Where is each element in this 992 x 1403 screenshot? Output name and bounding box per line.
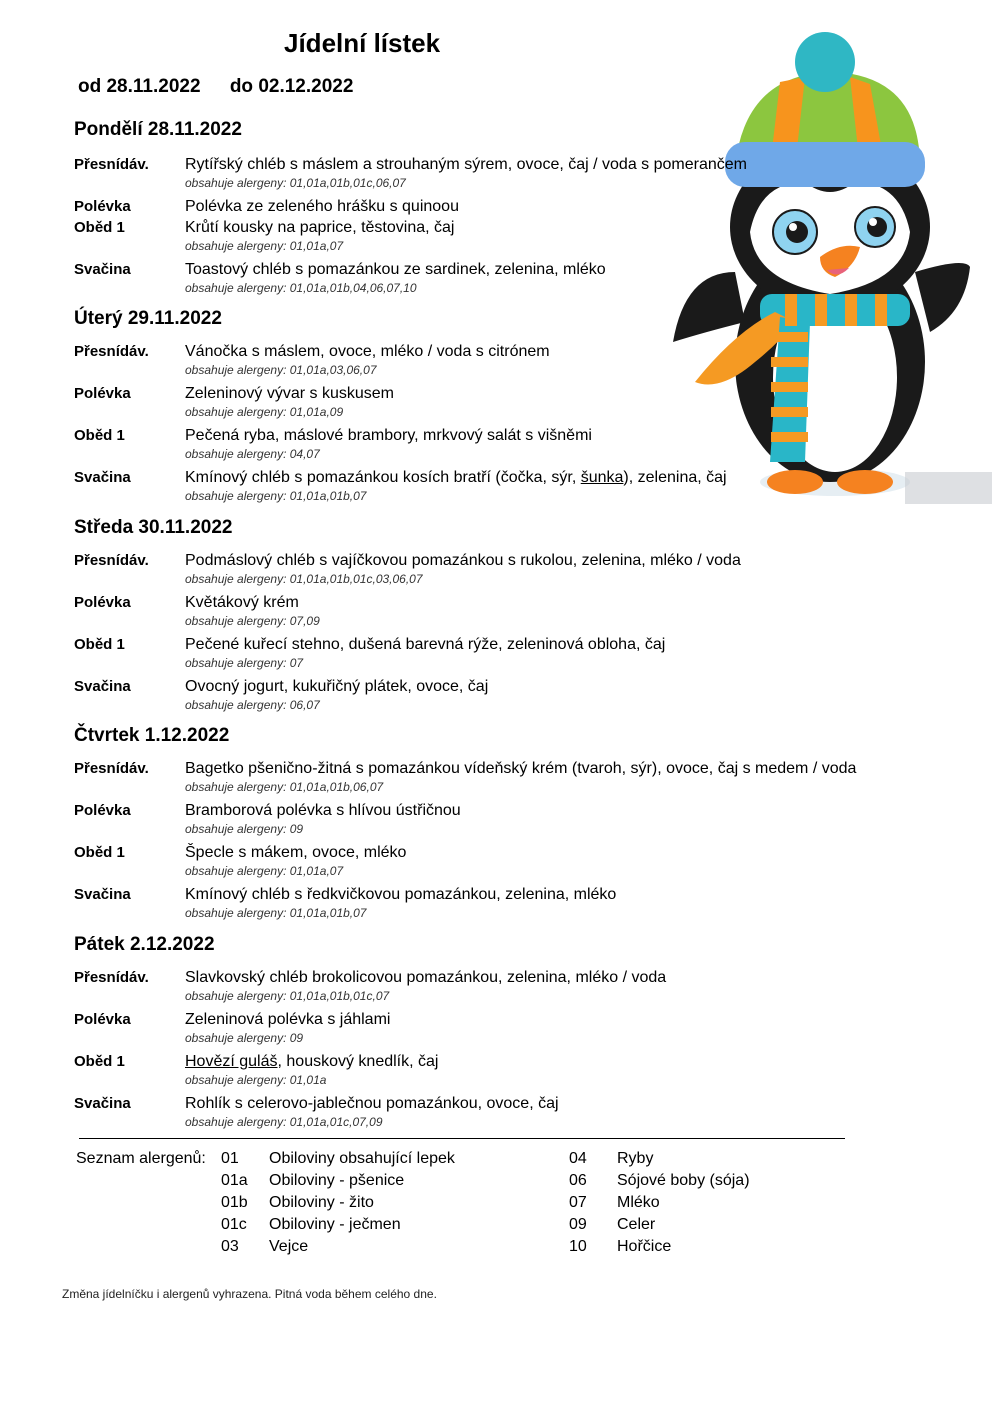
- meal-row: [74, 678, 934, 720]
- meal-food: Pečené kuřecí stehno, dušená barevná rýže, zeleninová obloha, čaj: [185, 636, 666, 653]
- meal-allergens: obsahuje alergeny: 01,01a,01b,06,07: [185, 780, 384, 794]
- allergen-name: Ryby: [617, 1150, 654, 1167]
- meal-row: [74, 469, 934, 511]
- allergen-code: 03: [221, 1238, 239, 1255]
- meal-food: [185, 1053, 438, 1071]
- meal-label: Svačina: [74, 469, 131, 486]
- meal-label: Oběd 1: [74, 1053, 125, 1070]
- meal-label: Oběd 1: [74, 844, 125, 861]
- allergen-name: Obiloviny - ječmen: [269, 1216, 401, 1233]
- footer-note: Změna jídelníčku i alergenů vyhrazena. Pitná voda během celého dne.: [62, 1287, 437, 1301]
- meal-label: Svačina: [74, 678, 131, 695]
- allergen-code: 01: [221, 1150, 239, 1167]
- meal-food: Rohlík s celerovo-jablečnou pomazánkou, ovoce, čaj: [185, 1095, 559, 1112]
- meal-food: Slavkovský chléb brokolicovou pomazánkou, zelenina, mléko / voda: [185, 969, 667, 986]
- meal-allergens: obsahuje alergeny: 07,09: [185, 614, 320, 628]
- meal-label: Svačina: [74, 1095, 131, 1112]
- meal-row: [74, 1095, 934, 1137]
- meal-label: Přesnídáv.: [74, 343, 149, 360]
- date-range: [78, 76, 353, 98]
- meal-food-part: , houskový knedlík, čaj: [277, 1053, 439, 1070]
- meal-label: Polévka: [74, 1011, 131, 1028]
- meal-row: [74, 156, 934, 198]
- day-section: [74, 931, 934, 1137]
- meal-allergens: obsahuje alergeny: 07: [185, 656, 304, 670]
- meal-row: [74, 1011, 934, 1053]
- meal-row: [74, 552, 934, 594]
- meal-row: [74, 427, 934, 469]
- meal-label: Polévka: [74, 198, 131, 215]
- meal-food: Zeleninová polévka s jáhlami: [185, 1011, 391, 1028]
- meal-label: Polévka: [74, 385, 131, 402]
- meal-food: Rytířský chléb s máslem a strouhaným sýrem, ovoce, čaj / voda s pomerančem: [185, 156, 747, 173]
- meal-allergens: obsahuje alergeny: 01,01a,07: [185, 239, 344, 253]
- meal-allergens: obsahuje alergeny: 04,07: [185, 447, 320, 461]
- meal-food: Toastový chléb s pomazánkou ze sardinek, zelenina, mléko: [185, 261, 606, 278]
- meal-label: Oběd 1: [74, 427, 125, 444]
- meal-food: Bramborová polévka s hlívou ústřičnou: [185, 802, 461, 819]
- day-heading: Pátek 2.12.2022: [74, 934, 215, 955]
- meal-label: Oběd 1: [74, 219, 125, 236]
- meal-food: Podmáslový chléb s vajíčkovou pomazánkou s rukolou, zelenina, mléko / voda: [185, 552, 741, 569]
- allergen-code: 10: [569, 1238, 587, 1255]
- day-heading: Úterý 29.11.2022: [74, 308, 222, 329]
- meal-allergens: obsahuje alergeny: 09: [185, 1031, 304, 1045]
- meal-row: [74, 343, 934, 385]
- meal-food: Ovocný jogurt, kukuřičný plátek, ovoce, čaj: [185, 678, 489, 695]
- hat-pompom: [795, 32, 855, 92]
- allergen-name: Mléko: [617, 1194, 660, 1211]
- meal-row: [74, 760, 934, 802]
- date-to: do 02.12.2022: [229, 76, 354, 97]
- allergen-name: Celer: [617, 1216, 656, 1233]
- allergen-name: Obiloviny - žito: [269, 1194, 374, 1211]
- meal-food-underlined: šunka: [580, 469, 624, 486]
- day-section: [74, 514, 934, 720]
- allergen-code: 07: [569, 1194, 587, 1211]
- allergen-list-heading: Seznam alergenů:: [76, 1150, 206, 1167]
- meal-label: Přesnídáv.: [74, 760, 149, 777]
- meal-row: [74, 198, 934, 219]
- meal-allergens: obsahuje alergeny: 01,01a,01b,07: [185, 906, 367, 920]
- meal-food: Špecle s mákem, ovoce, mléko: [185, 844, 407, 861]
- meal-row: [74, 594, 934, 636]
- meal-allergens: obsahuje alergeny: 01,01a,03,06,07: [185, 363, 377, 377]
- meal-allergens: obsahuje alergeny: 01,01a,01b,01c,07: [185, 989, 390, 1003]
- meal-food: Vánočka s máslem, ovoce, mléko / voda s citrónem: [185, 343, 550, 360]
- meal-label: Přesnídáv.: [74, 969, 149, 986]
- meal-food-underlined: Hovězí guláš: [185, 1053, 278, 1070]
- meal-row: [74, 969, 934, 1011]
- meal-row: [74, 219, 934, 261]
- page-title: Jídelní lístek: [284, 28, 441, 58]
- meal-food: Kmínový chléb s ředkvičkovou pomazánkou, zelenina, mléko: [185, 886, 617, 903]
- allergen-code: 01a: [221, 1172, 248, 1189]
- meal-allergens: obsahuje alergeny: 01,01a,09: [185, 405, 344, 419]
- allergen-code: 06: [569, 1172, 587, 1189]
- meal-allergens: obsahuje alergeny: 06,07: [185, 698, 320, 712]
- meal-row: [74, 886, 934, 928]
- day-heading: Čtvrtek 1.12.2022: [74, 725, 230, 746]
- meal-label: Svačina: [74, 886, 131, 903]
- meal-food: Zeleninový vývar s kuskusem: [185, 385, 394, 402]
- allergen-name: Obiloviny - pšenice: [269, 1172, 405, 1189]
- meal-label: Polévka: [74, 802, 131, 819]
- meal-row: [74, 636, 934, 678]
- meal-allergens: obsahuje alergeny: 01,01a,01b,07: [185, 489, 367, 503]
- meal-food: Pečená ryba, máslové brambory, mrkvový salát s višněmi: [185, 427, 592, 444]
- allergen-code: 04: [569, 1150, 587, 1167]
- meal-allergens: obsahuje alergeny: 01,01a,01c,07,09: [185, 1115, 383, 1129]
- meal-allergens: obsahuje alergeny: 01,01a: [185, 1073, 327, 1087]
- meal-row: [74, 802, 934, 844]
- day-heading: Středa 30.11.2022: [74, 517, 233, 538]
- meal-food-part: Kmínový chléb s pomazánkou kosích bratří (čočka, sýr,: [185, 469, 581, 486]
- meal-label: Přesnídáv.: [74, 156, 149, 173]
- divider: [79, 1138, 845, 1139]
- meal-allergens: obsahuje alergeny: 01,01a,01b,04,06,07,10: [185, 281, 417, 295]
- allergen-name: Obiloviny obsahující lepek: [269, 1150, 455, 1167]
- allergen-code: 01b: [221, 1194, 248, 1211]
- meal-food: Krůtí kousky na paprice, těstovina, čaj: [185, 219, 455, 236]
- allergen-name: Vejce: [269, 1238, 309, 1255]
- meal-food: Bagetko pšenično-žitná s pomazánkou vídeňský krém (tvaroh, sýr), ovoce, čaj s medem / voda: [185, 760, 857, 777]
- meal-food: [185, 469, 727, 487]
- meal-row: [74, 844, 934, 886]
- meal-food: Polévka ze zeleného hrášku s quinoou: [185, 198, 459, 215]
- meal-row: [74, 1053, 934, 1095]
- meal-label: Polévka: [74, 594, 131, 611]
- meal-food-part: ), zelenina, čaj: [623, 469, 727, 486]
- day-section: [74, 722, 934, 928]
- allergen-name: Sójové boby (sója): [617, 1172, 750, 1189]
- meal-allergens: obsahuje alergeny: 01,01a,07: [185, 864, 344, 878]
- meal-row: [74, 261, 934, 303]
- day-section: [74, 116, 934, 303]
- meal-label: Svačina: [74, 261, 131, 278]
- meal-label: Přesnídáv.: [74, 552, 149, 569]
- meal-allergens: obsahuje alergeny: 01,01a,01b,01c,03,06,07: [185, 572, 423, 586]
- meal-row: [74, 385, 934, 427]
- meal-allergens: obsahuje alergeny: 01,01a,01b,01c,06,07: [185, 176, 406, 190]
- meal-allergens: obsahuje alergeny: 09: [185, 822, 304, 836]
- day-heading: Pondělí 28.11.2022: [74, 119, 242, 140]
- allergen-code: 09: [569, 1216, 587, 1233]
- allergen-code: 01c: [221, 1216, 247, 1233]
- allergen-name: Hořčice: [617, 1238, 672, 1255]
- meal-label: Oběd 1: [74, 636, 125, 653]
- day-section: [74, 305, 934, 511]
- meal-food: Květákový krém: [185, 594, 299, 611]
- date-from: od 28.11.2022: [78, 76, 201, 97]
